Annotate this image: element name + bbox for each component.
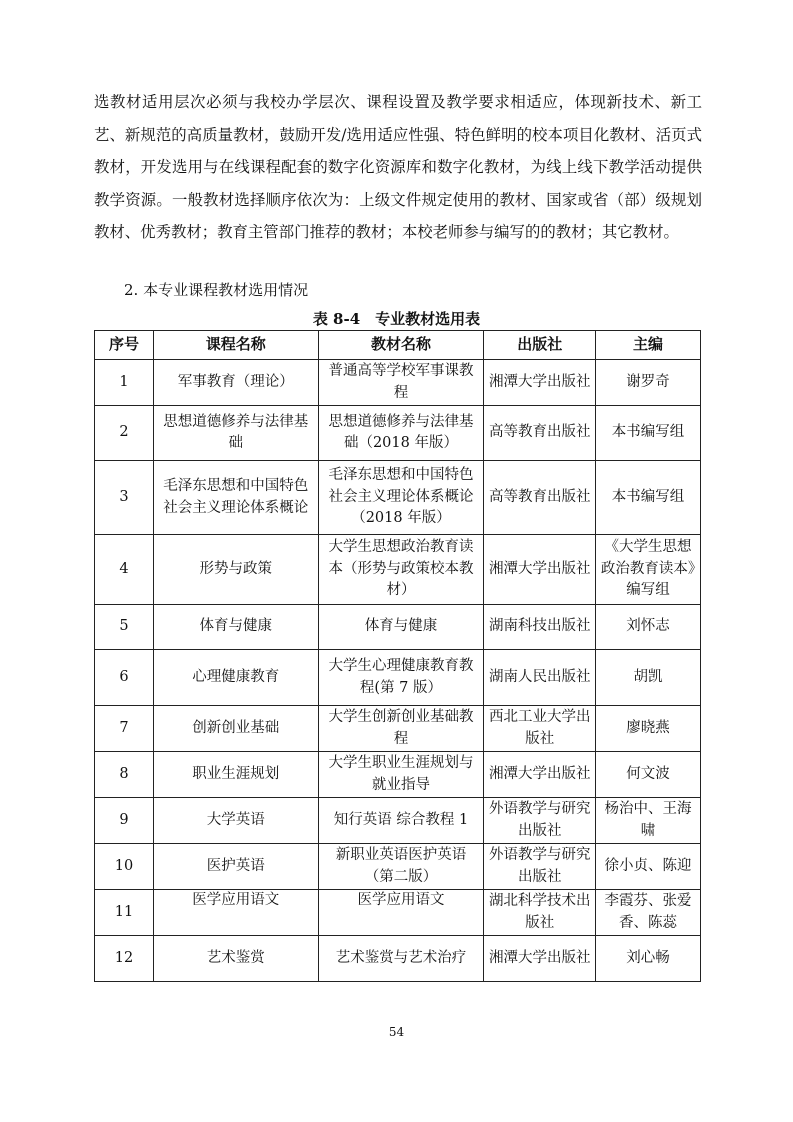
table-row	[95, 650, 701, 706]
table-caption: 表 8-4 专业教材选用表	[312, 310, 481, 328]
table-cell: 杨治中、王海啸	[596, 798, 701, 844]
table-cell: 廖晓燕	[596, 706, 701, 752]
table-cell: 医护英语	[153, 844, 318, 890]
table-cell: 军事教育（理论）	[153, 360, 318, 406]
textbook-table	[94, 330, 701, 982]
table-cell: 创新创业基础	[153, 706, 318, 752]
table-cell: 职业生涯规划	[153, 752, 318, 798]
column-header: 序号	[95, 331, 154, 360]
table-cell: 刘怀志	[596, 605, 701, 650]
table-cell: 大学生创新创业基础教程	[318, 706, 484, 752]
table-cell: 湘潭大学出版社	[484, 752, 596, 798]
table-row	[95, 406, 701, 461]
table-cell: 外语教学与研究出版社	[484, 798, 596, 844]
table-cell: 5	[95, 605, 154, 650]
table-row	[95, 844, 701, 890]
table-cell: 12	[95, 936, 154, 982]
table-cell: 西北工业大学出版社	[484, 706, 596, 752]
table-cell: 湖北科学技术出版社	[484, 890, 596, 936]
table-cell: 大学生心理健康教育教程(第 7 版）	[318, 650, 484, 706]
table-cell: 思想道德修养与法律基础	[153, 406, 318, 461]
table-header-row	[95, 331, 701, 360]
table-cell: 形势与政策	[153, 535, 318, 605]
column-header: 教材名称	[318, 331, 484, 360]
table-cell: 3	[95, 461, 154, 535]
table-cell: 艺术鉴赏	[153, 936, 318, 982]
table-cell: 刘心畅	[596, 936, 701, 982]
table-cell: 医学应用语文	[153, 890, 318, 936]
table-cell: 7	[95, 706, 154, 752]
table-cell: 湘潭大学出版社	[484, 936, 596, 982]
table-cell: 10	[95, 844, 154, 890]
table-row	[95, 752, 701, 798]
table-cell: 湘潭大学出版社	[484, 360, 596, 406]
table-cell: 毛泽东思想和中国特色社会主义理论体系概论	[153, 461, 318, 535]
table-cell: 毛泽东思想和中国特色社会主义理论体系概论（2018 年版）	[318, 461, 484, 535]
table-cell: 外语教学与研究出版社	[484, 844, 596, 890]
table-cell: 新职业英语医护英语（第二版）	[318, 844, 484, 890]
table-cell: 大学英语	[153, 798, 318, 844]
table-cell: 高等教育出版社	[484, 461, 596, 535]
table-row	[95, 706, 701, 752]
page-number: 54	[388, 1025, 405, 1039]
table-row	[95, 890, 701, 936]
table-cell: 思想道德修养与法律基础（2018 年版）	[318, 406, 484, 461]
table-cell: 《大学生思想政治教育读本》编写组	[596, 535, 701, 605]
table-cell: 心理健康教育	[153, 650, 318, 706]
table-row	[95, 798, 701, 844]
table-cell: 湖南科技出版社	[484, 605, 596, 650]
table-cell: 湖南人民出版社	[484, 650, 596, 706]
table-cell: 4	[95, 535, 154, 605]
table-row	[95, 535, 701, 605]
table-cell: 8	[95, 752, 154, 798]
table-cell: 高等教育出版社	[484, 406, 596, 461]
table-cell: 9	[95, 798, 154, 844]
table-cell: 何文波	[596, 752, 701, 798]
table-cell: 体育与健康	[153, 605, 318, 650]
table-cell: 普通高等学校军事课教程	[318, 360, 484, 406]
table-cell: 本书编写组	[596, 406, 701, 461]
subheading: 2. 本专业课程教材选用情况	[124, 281, 309, 299]
table-cell: 2	[95, 406, 154, 461]
table-cell: 湘潭大学出版社	[484, 535, 596, 605]
table-cell: 医学应用语文	[318, 890, 484, 936]
column-header: 课程名称	[153, 331, 318, 360]
table-row	[95, 605, 701, 650]
table-row	[95, 936, 701, 982]
table-row	[95, 360, 701, 406]
table-cell: 李霞芬、张爱香、陈蕊	[596, 890, 701, 936]
table-cell: 6	[95, 650, 154, 706]
table-cell: 谢罗奇	[596, 360, 701, 406]
column-header: 主编	[596, 331, 701, 360]
table-cell: 知行英语 综合教程 1	[318, 798, 484, 844]
table-row	[95, 461, 701, 535]
table-cell: 胡凯	[596, 650, 701, 706]
table-cell: 11	[95, 890, 154, 936]
column-header: 出版社	[484, 331, 596, 360]
table-cell: 本书编写组	[596, 461, 701, 535]
table-cell: 体育与健康	[318, 605, 484, 650]
table-cell: 艺术鉴赏与艺术治疗	[318, 936, 484, 982]
table-cell: 徐小贞、陈迎	[596, 844, 701, 890]
table-cell: 大学生思想政治教育读本（形势与政策校本教材）	[318, 535, 484, 605]
body-paragraph	[94, 86, 702, 249]
table-cell: 1	[95, 360, 154, 406]
paragraph-text: 选教材适用层次必须与我校办学层次、课程设置及教学要求相适应，体现新技术、新工艺、新规范的高质量教材，鼓励开发/选用适应性强、特色鲜明的校本项目化教材、活页式教材，开发选用与在线课程配套的数字化资源库和数字化教材，为线上线下教学活动提供教学资源。一般教材选择顺序依次为：上级文件规定使用的教材、国家或省（部）级规划教材、优秀教材；教育主管部门推荐的教材；本校老师参与编写的的教材；其它教材。	[94, 93, 702, 241]
table-cell: 大学生职业生涯规划与就业指导	[318, 752, 484, 798]
